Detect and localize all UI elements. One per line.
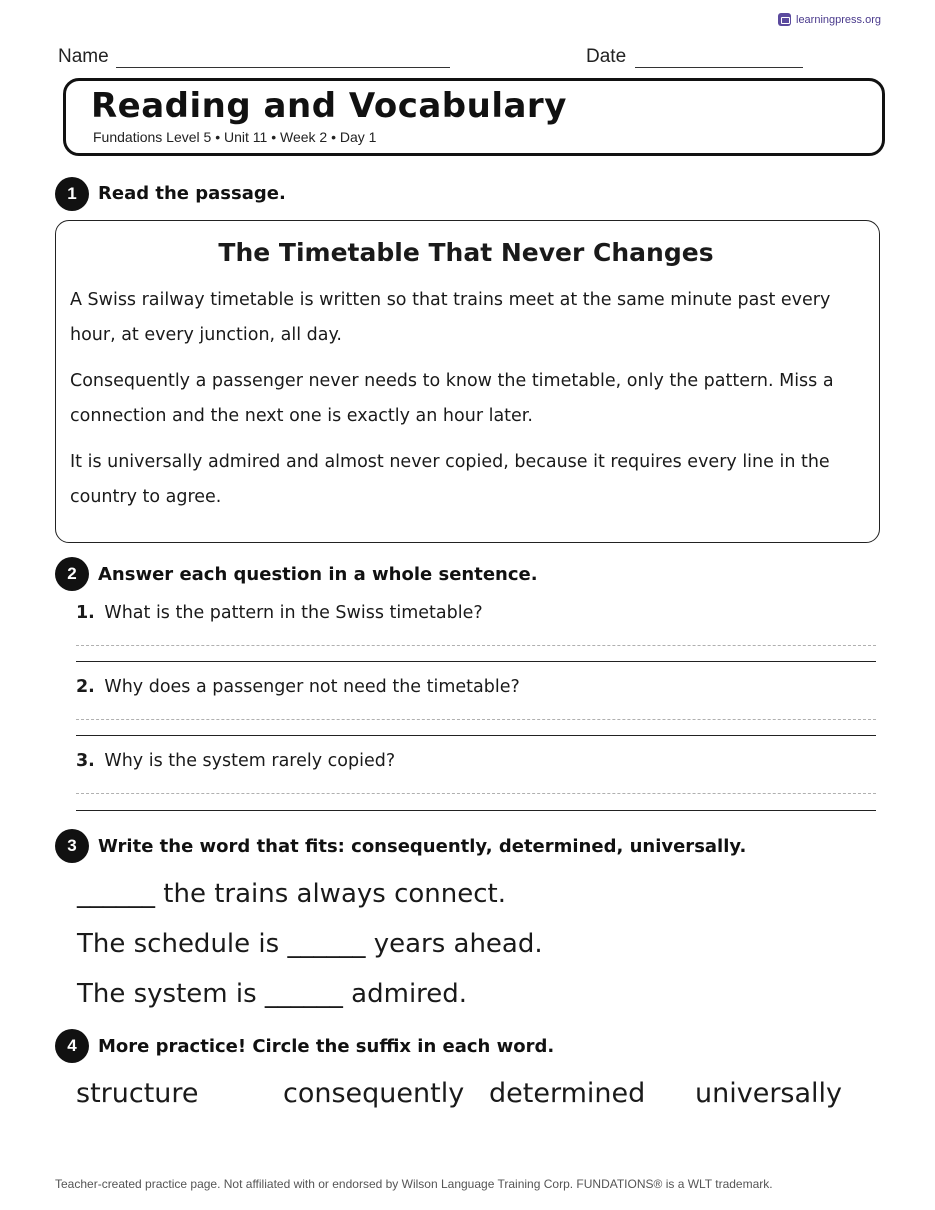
- answer-line-1[interactable]: [76, 661, 876, 662]
- answer-guide-line: [76, 645, 876, 646]
- answer-line-2[interactable]: [76, 735, 876, 736]
- step-4-instruction: More practice! Circle the suffix in each word.: [98, 1036, 555, 1057]
- fill-sentence-1[interactable]: ______ the trains always connect.: [77, 879, 506, 909]
- passage-paragraph: A Swiss railway timetable is written so that trains meet at the same minute past every hour, at every junction, all day.: [70, 290, 831, 345]
- question-text: Why is the system rarely copied?: [104, 751, 396, 771]
- step-1-instruction: Read the passage.: [98, 183, 286, 204]
- passage-paragraph: It is universally admired and almost never copied, because it requires every line in the country to agree.: [70, 452, 830, 507]
- passage-paragraph: Consequently a passenger never needs to know the timetable, only the pattern. Miss a connection and the next one is exactly an hour later.: [70, 371, 834, 426]
- question-number: 2.: [76, 677, 95, 697]
- fill-sentence-2[interactable]: The schedule is ______ years ahead.: [77, 929, 543, 959]
- footer-disclaimer: Teacher-created practice page. Not affiliated with or endorsed by Wilson Language Training Corp. FUNDATIONS® is a WLT trademark.: [55, 1177, 773, 1191]
- site-logo[interactable]: [778, 13, 881, 26]
- suffix-word[interactable]: consequently: [283, 1078, 465, 1109]
- name-field[interactable]: [116, 67, 450, 68]
- question-2: [76, 677, 520, 697]
- date-label: Date: [586, 46, 627, 67]
- step-3-badge: 3: [55, 829, 89, 863]
- question-text: Why does a passenger not need the timetable?: [104, 677, 520, 697]
- question-text: What is the pattern in the Swiss timetable?: [104, 603, 483, 623]
- step-2-badge: 2: [55, 557, 89, 591]
- step-1-badge: 1: [55, 177, 89, 211]
- answer-guide-line: [76, 793, 876, 794]
- question-number: 1.: [76, 603, 95, 623]
- date-field[interactable]: [635, 67, 803, 68]
- answer-guide-line: [76, 719, 876, 720]
- step-3-instruction: Write the word that fits: consequently, determined, universally.: [98, 836, 747, 857]
- question-1: [76, 603, 483, 623]
- fill-sentence-3[interactable]: The system is ______ admired.: [77, 979, 468, 1009]
- question-number: 3.: [76, 751, 95, 771]
- answer-line-3[interactable]: [76, 810, 876, 811]
- step-2-instruction: Answer each question in a whole sentence.: [98, 564, 538, 585]
- question-3: [76, 751, 395, 771]
- step-4-badge: 4: [55, 1029, 89, 1063]
- name-label: Name: [58, 46, 109, 67]
- passage-title: The Timetable That Never Changes: [218, 238, 714, 267]
- book-icon: [778, 13, 791, 26]
- suffix-word[interactable]: universally: [695, 1078, 843, 1109]
- suffix-word[interactable]: structure: [76, 1078, 199, 1109]
- suffix-word[interactable]: determined: [489, 1078, 646, 1109]
- page-subtitle: Fundations Level 5 • Unit 11 • Week 2 • Day 1: [93, 129, 377, 145]
- page-title: Reading and Vocabulary: [91, 86, 567, 126]
- logo-text: learningpress.org: [796, 13, 881, 26]
